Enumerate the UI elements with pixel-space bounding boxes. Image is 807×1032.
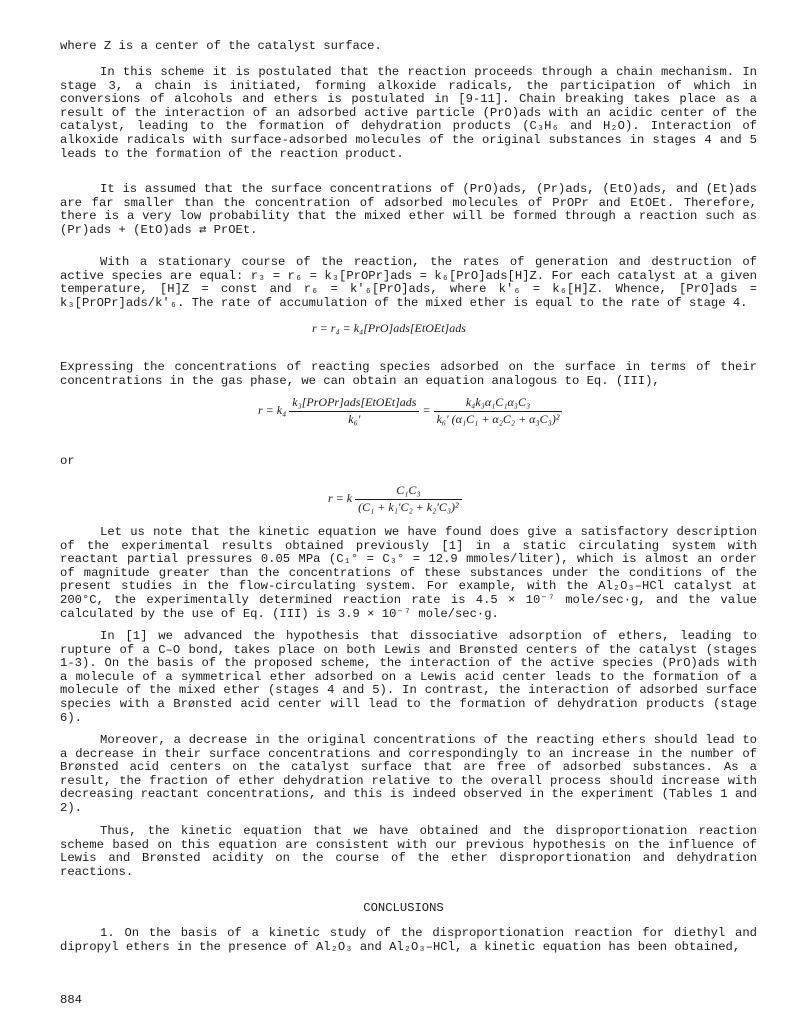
fraction-final [355,484,462,514]
fraction-denominator: k₆′ [348,411,361,426]
paragraph-or: or [60,454,75,468]
equation-rate-expanded [258,396,562,426]
paragraph-stationary-course: With a stationary course of the reaction, the rates of generation and destruction of active species are equal: r₃ = r₆ = k₃[PrOPr]ads = k₆[PrO]ads[H]Z. For each catalyst at a given temperature, [H]Z = const and r₆ = k′₆[PrO]ads, where k′₆ = k₆[H]Z. Whence, [PrO]ads = k₃[PrOPr]ads/k′₆. The rate of accumulation of the mixed ether is equal to the rate of stage 4. [60,255,757,310]
fraction-numerator: C₁C₃ [355,484,462,500]
paragraph-kinetic-equation: Let us note that the kinetic equation we have found does give a satisfactory description of the experimental results obtained previously [1] in a static circulating system with reactant partial pressures 0.05 MPa (C₁° = C₃° = 12.9 mmoles/liter), which is almost an order of magnitude greater than the concentrations of these substances under the conditions of the present studies in the flow-circulating system. For example, with the Al₂O₃–HCl catalyst at 200°C, the experimentally determined reaction rate is 4.5 × 10⁻⁷ mole/sec·g, and the value calculated by the use of Eq. (III) is 3.9 × 10⁻⁷ mole/sec·g. [60,525,757,621]
fraction-denominator: k₆′ (α₁C₁ + α₂C₂ + α₃C₃)² [436,411,560,426]
fraction-denominator: (C₁ + k₁′C₂ + k₂′C₃)² [358,499,459,514]
equals-sign: = [422,402,431,417]
fraction-adsorbed [289,396,419,426]
paragraph-moreover: Moreover, a decrease in the original concentrations of the reacting ethers should lead to a decrease in their surface concentrations and correspondingly to an increase in the number of Brønsted acid centers on the catalyst surface that are free of adsorbed substances. As a result, the fraction of ether dehydration relative to the overall process should increase with decreasing reactant concentrations, and this is indeed observed in the experiment (Tables 1 and 2). [60,733,757,815]
paragraph-chain-mechanism: In this scheme it is postulated that the reaction proceeds through a chain mechanism. In stage 3, a chain is initiated, forming alkoxide radicals, the participation of which in conversions of alcohols and ethers is postulated in [9-11]. Chain breaking takes place as a result of the interaction of an adsorbed active particle (PrO)ads with an acidic center of the catalyst, leading to the formation of dehydration products (C₃H₆ and H₂O). Interaction of alkoxide radicals with surface-adsorbed molecules of the original substances in stages 4 and 5 leads to the formation of the reaction product. [60,65,757,161]
paragraph-hypothesis: In [1] we advanced the hypothesis that dissociative adsorption of ethers, leading to rupture of a C–O bond, takes place on both Lewis and Brønsted centers of the catalyst (stages 1-3). On the basis of the proposed scheme, the interaction of the active species (PrO)ads with a molecule of a symmetrical ether adsorbed on a Lewis acid center leads to the formation of a molecule of the mixed ether (stages 4 and 5). In contrast, the interaction of adsorbed surface species with a Brønsted acid center will lead to the formation of dehydration products (stage 6). [60,629,757,725]
paragraph-thus: Thus, the kinetic equation that we have obtained and the disproportionation reaction scheme based on this equation are consistent with our previous hypothesis on the influence of Lewis and Brønsted acidity on the course of the ether disproportionation and dehydration reactions. [60,824,757,879]
fraction-gas-phase [434,396,563,426]
equation-lhs: r = k₄ [258,402,287,417]
equation-rate-stage4: r = r₄ = k₄[PrO]ads[EtOEt]ads [312,321,466,335]
paragraph-gas-phase: Expressing the concentrations of reacting species adsorbed on the surface in terms of their concentrations in the gas phase, we can obtain an equation analogous to Eq. (III), [60,360,757,388]
equation-lhs: r = k [328,490,353,505]
equation-rate-final [328,484,462,514]
paragraph-conclusion-1: 1. On the basis of a kinetic study of the disproportionation reaction for diethyl and dipropyl ethers in the presence of Al₂O₃ and Al₂O₃–HCl, a kinetic equation has been obtained, [60,926,757,954]
conclusions-heading: CONCLUSIONS [363,901,444,915]
paragraph-surface-concentrations: It is assumed that the surface concentrations of (PrO)ads, (Pr)ads, (EtO)ads, and (Et)ads are far smaller than the concentration of adsorbed molecules of PrOPr and EtOEt. Therefore, there is a very low probability that the mixed ether will be formed through a reaction such as (Pr)ads + (EtO)ads ⇄ PrOEt. [60,182,757,237]
page-number: 884 [60,993,82,1007]
fraction-numerator: k₃[PrOPr]ads[EtOEt]ads [289,396,419,412]
fraction-numerator: k₄k₃α₁C₁α₃C₃ [434,396,563,412]
paragraph-continuation: where Z is a center of the catalyst surface. [60,39,382,53]
